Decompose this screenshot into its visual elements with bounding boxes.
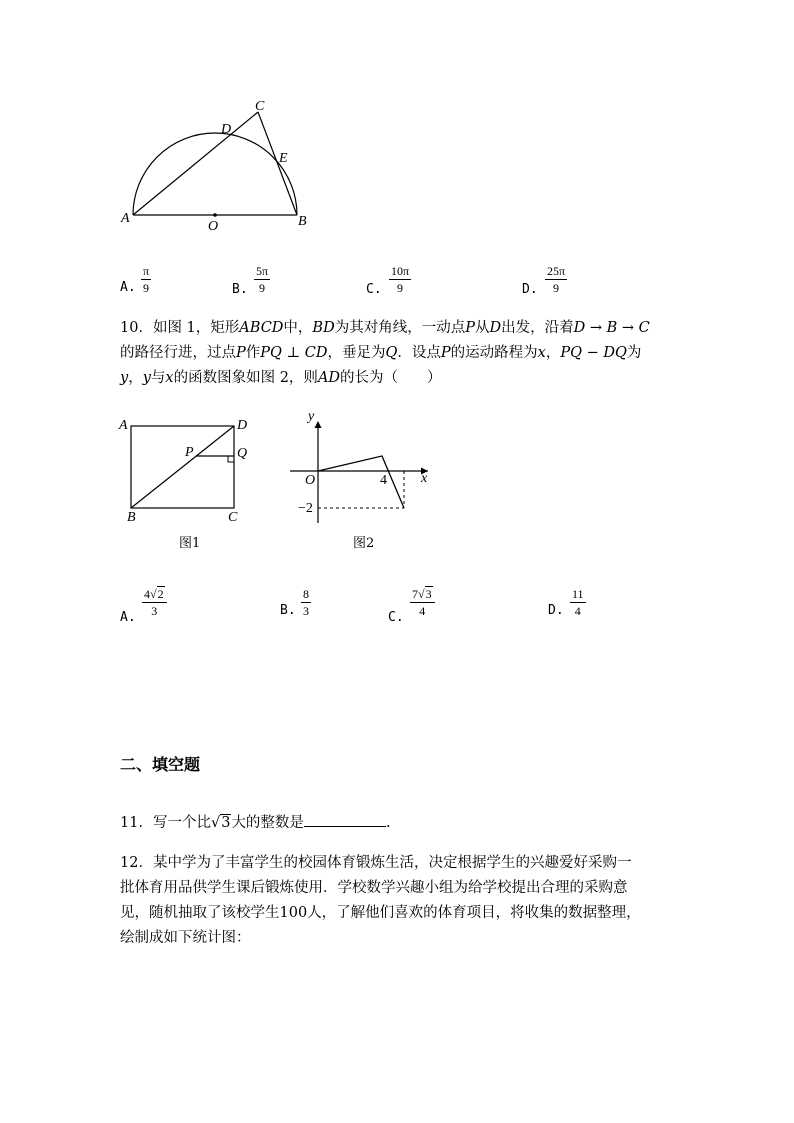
q12-line-1: 12．某中学为了丰富学生的校园体育锻炼生活，决定根据学生的兴趣爱好采购一 xyxy=(120,855,632,871)
fig2-caption: 图2 xyxy=(353,536,375,551)
q11-text: 11．写一个比√3大的整数是 . xyxy=(120,815,391,831)
q12-line-2: 批体育用品供学生课后锻炼使用．学校数学兴趣小组为给学校提出合理的采购意 xyxy=(120,880,628,896)
q10-line-1: 10．如图 1，矩形ABCD中，BD为其对角线，一动点P从D出发，沿着D → B → C xyxy=(120,320,650,336)
q10-option-a-letter[interactable]: A. xyxy=(120,610,136,625)
q9-option-a-letter[interactable]: A. xyxy=(120,280,136,295)
q10-option-c-fraction[interactable]: $\frac{7√3}{4}$ xyxy=(410,588,435,617)
fig1-caption: 图1 xyxy=(179,536,201,551)
q10-option-c-letter[interactable]: C. xyxy=(388,610,404,625)
fig1-label-q: Q xyxy=(237,446,248,461)
q12-line-4: 绘制成如下统计图： xyxy=(120,930,251,946)
label-b: B xyxy=(298,214,307,229)
label-c: C xyxy=(255,99,265,114)
q10-option-d-fraction[interactable]: $\frac{11}{4}$ xyxy=(572,587,584,618)
fig1-label-d: D xyxy=(237,418,248,433)
q10-line-2: 的路径行进，过点P作PQ ⊥ CD，垂足为Q．设点P的运动路程为x，PQ − DQ为 xyxy=(120,345,642,361)
fig2-label-x: x xyxy=(421,471,428,486)
fig2-label-o: O xyxy=(305,473,316,488)
q9-option-b-letter[interactable]: B. xyxy=(232,282,248,297)
q10-option-d-letter[interactable]: D. xyxy=(548,603,564,618)
q9-option-d-fraction[interactable]: $\frac{25\pi}{9}$ xyxy=(547,264,566,295)
fig1-label-b: B xyxy=(127,510,136,525)
label-e: E xyxy=(279,151,288,166)
function-curve xyxy=(318,456,404,508)
q10-option-a-fraction[interactable]: $\frac{4√2}{3}$ xyxy=(142,588,167,617)
q9-option-c-fraction[interactable]: $\frac{10\pi}{9}$ xyxy=(391,264,410,295)
q9-option-d-letter[interactable]: D. xyxy=(522,282,538,297)
section-title: 二、填空题 xyxy=(120,755,201,774)
fig2-label-y: y xyxy=(308,409,315,424)
fig1-label-p: P xyxy=(185,445,194,460)
q10-line-3: y，y与x的函数图象如图 2，则AD的长为（ ） xyxy=(120,370,442,386)
label-a: A xyxy=(121,211,130,226)
q9-option-a-fraction[interactable]: $\frac{\pi}{9}$ xyxy=(143,264,150,295)
label-d: D xyxy=(221,122,232,137)
fig2-label-4: 4 xyxy=(380,473,387,488)
q9-option-c-letter[interactable]: C. xyxy=(366,282,382,297)
fig2-label-neg2: −2 xyxy=(298,501,313,516)
y-axis-arrow xyxy=(315,421,322,428)
fig1-label-a: A xyxy=(119,418,128,433)
q12-line-3: 见，随机抽取了该校学生100人，了解他们喜欢的体育项目，将收集的数据整理， xyxy=(120,905,641,921)
label-o: O xyxy=(208,219,219,234)
q9-option-b-fraction[interactable]: $\frac{5\pi}{9}$ xyxy=(256,264,269,295)
q10-option-b-fraction[interactable]: $\frac{8}{3}$ xyxy=(303,587,309,618)
q10-option-b-letter[interactable]: B. xyxy=(280,603,296,618)
q11-answer-blank[interactable] xyxy=(304,814,386,827)
fig1-label-c: C xyxy=(228,510,238,525)
